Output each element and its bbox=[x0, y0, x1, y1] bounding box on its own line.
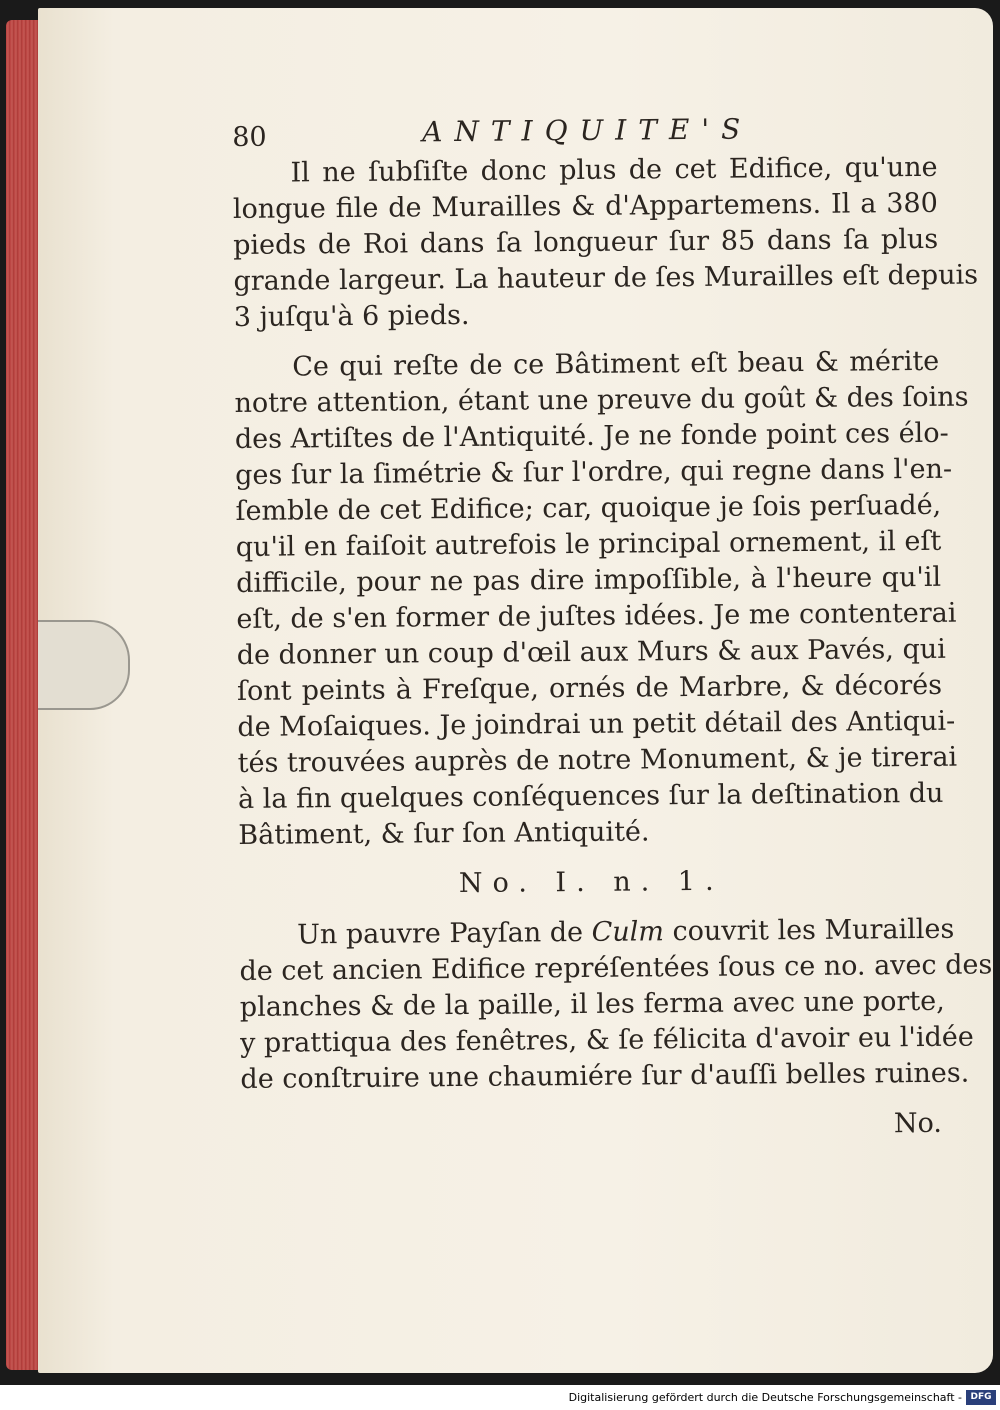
running-title: ANTIQUITE'S bbox=[422, 112, 753, 149]
text-run: couvrit les Murailles bbox=[663, 913, 955, 948]
text-line: qu'il en faiſoit autrefois le principal ornement, il eſt bbox=[235, 525, 942, 563]
text-line: planches & de la paille, il les ferma avec une porte, bbox=[239, 985, 945, 1023]
place-name: Culm bbox=[591, 916, 665, 948]
funding-credit: Digitalisierung gefördert durch die Deutsche Forschungsgemeinschaft - bbox=[568, 1391, 962, 1404]
dfg-logo: DFG bbox=[966, 1390, 996, 1405]
text-line: notre attention, étant une preuve du goût & des ſoins bbox=[234, 381, 969, 419]
page-header bbox=[232, 104, 937, 156]
text-line: de conſtruire une chaumiére ſur d'auſſi belles ruines. bbox=[240, 1057, 970, 1095]
page-text bbox=[232, 104, 993, 1148]
digitization-footer bbox=[0, 1385, 1000, 1410]
text-line: difficile, pour ne pas dire impoſſible, à l'heure qu'il bbox=[235, 561, 942, 599]
section-heading: No. I. n. 1. bbox=[458, 865, 724, 900]
text-line: eſt, de s'en former de juſtes idées. Je me contenterai bbox=[236, 597, 957, 635]
text-line: Ce qui reſte de ce Bâtiment eſt beau & mérite bbox=[292, 345, 940, 383]
text-line: des Artiſtes de l'Antiquité. Je ne fonde point ces élo- bbox=[234, 417, 949, 455]
catchword: No. bbox=[893, 1107, 943, 1140]
text-line: longue file de Murailles & d'Appartemens. Il a 380 bbox=[232, 187, 938, 225]
text-line: grande largeur. La hauteur de ſes Murailles eſt depuis bbox=[233, 259, 979, 297]
text-line: ſont peints à Freſque, ornés de Marbre, & décorés bbox=[236, 669, 943, 707]
text-line: Il ne ſubſiſte donc plus de cet Edifice, qu'une bbox=[290, 151, 938, 189]
text-run: Un pauvre Payſan de bbox=[297, 916, 592, 951]
text-line: Bâtiment, & ſur ſon Antiquité. bbox=[238, 816, 650, 851]
paragraph-3 bbox=[239, 912, 993, 1098]
text-line: de cet ancien Edifice repréſentées ſous ce no. avec des bbox=[239, 949, 993, 987]
text-line: de donner un coup d'œil aux Murs & aux Pavés, qui bbox=[236, 633, 946, 671]
text-line: 3 juſqu'à 6 pieds. bbox=[233, 299, 470, 333]
text-line: ſemble de cet Edifice; car, quoique je ſois perſuadé, bbox=[235, 489, 942, 527]
page-number: 80 bbox=[232, 121, 267, 153]
text-line: de Moſaiques. Je joindrai un petit détail des Antiqui- bbox=[237, 705, 956, 743]
paragraph-2 bbox=[234, 344, 969, 854]
text-line: y prattiqua des fenêtres, & ſe félicita d'avoir eu l'idée bbox=[240, 1021, 974, 1059]
text-line: tés trouvées auprès de notre Monument, & je tirerai bbox=[237, 741, 958, 779]
text-line: à la fin quelques conſéquences ſur la deſtination du bbox=[237, 777, 944, 815]
text-line bbox=[239, 912, 955, 954]
text-line: pieds de Roi dans ſa longueur ſur 85 dans ſa plus bbox=[233, 223, 939, 261]
paragraph-1 bbox=[232, 150, 979, 336]
text-line: ges ſur la ſimétrie & ſur l'ordre, qui regne dans l'en- bbox=[235, 453, 953, 491]
bookmark-tab bbox=[38, 620, 130, 710]
